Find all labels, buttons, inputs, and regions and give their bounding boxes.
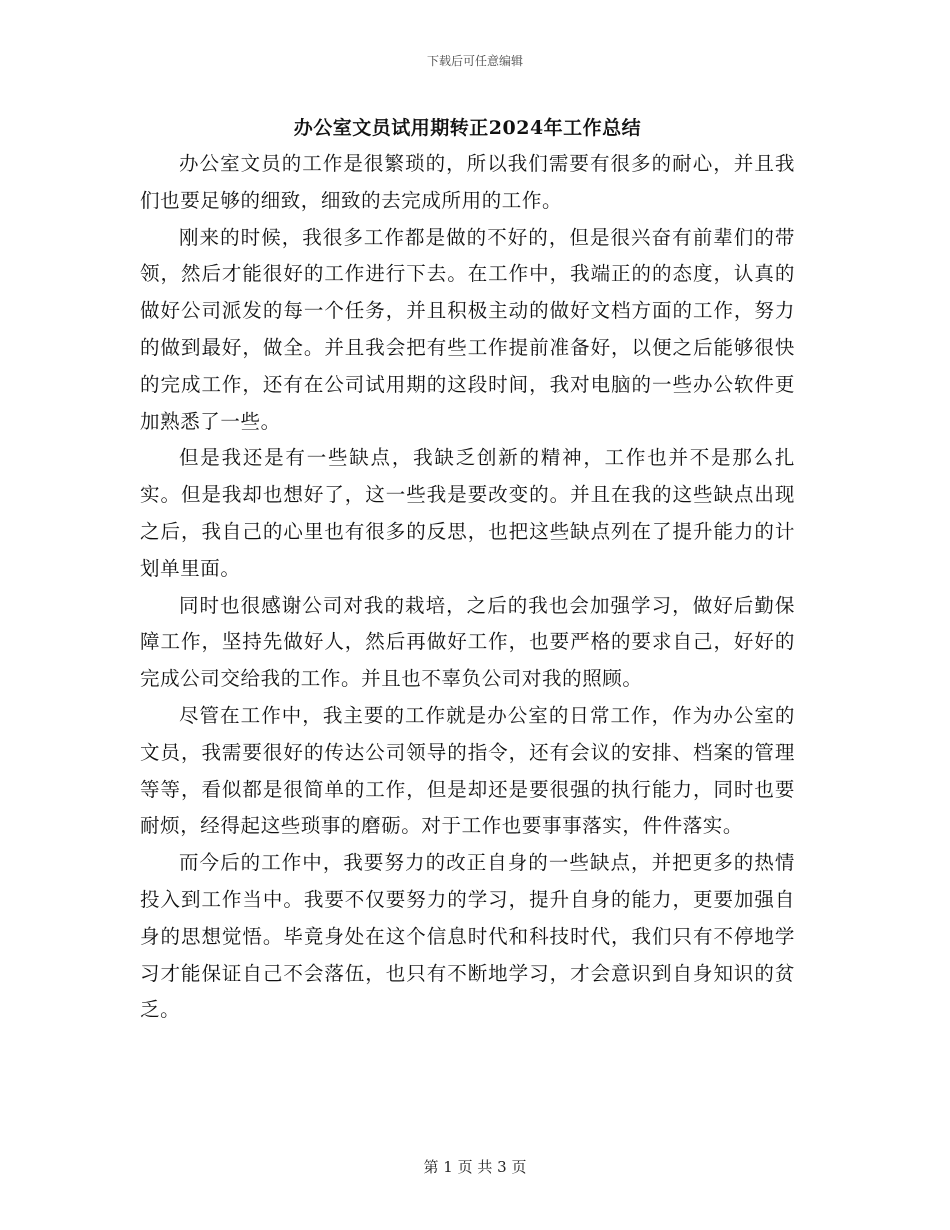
page-number: 第 1 页 共 3 页 bbox=[423, 1158, 527, 1176]
paragraph-5: 尽管在工作中，我主要的工作就是办公室的日常工作，作为办公室的文员，我需要很好的传达公司领导的指令，还有会议的安排、档案的管理等等，看似都是很简单的工作，但是却还是要很强的执行能力，同时也要耐烦，经得起这些琐事的磨砺。对于工作也要事事落实，件件落实。 bbox=[140, 703, 795, 838]
paragraph-3: 但是我还是有一些缺点，我缺乏创新的精神，工作也并不是那么扎实。但是我却也想好了，这一些我是要改变的。并且在我的这些缺点出现之后，我自己的心里也有很多的反思，也把这些缺点列在了提升能力的计划单里面。 bbox=[140, 446, 795, 580]
paragraph-2: 刚来的时候，我很多工作都是做的不好的，但是很兴奋有前辈们的带领，然后才能很好的工作进行下去。在工作中，我端正的的态度，认真的做好公司派发的每一个任务，并且积极主动的做好文档方面的工作，努力的做到最好，做全。并且我会把有些工作提前准备好，以便之后能够很快的完成工作，还有在公司试用期的这段时间，我对电脑的一些办公软件更加熟悉了一些。 bbox=[140, 225, 795, 433]
paragraph-4: 同时也很感谢公司对我的栽培，之后的我也会加强学习，做好后勤保障工作，坚持先做好人，然后再做好工作，也要严格的要求自己，好好的完成公司交给我的工作。并且也不辜负公司对我的照顾。 bbox=[140, 593, 795, 691]
paragraph-6: 而今后的工作中，我要努力的改正自身的一些缺点，并把更多的热情投入到工作当中。我要不仅要努力的学习，提升自身的能力，更要加强自身的思想觉悟。毕竟身处在这个信息时代和科技时代，我们只有不停地学习才能保证自己不会落伍，也只有不断地学习，才会意识到自身知识的贫乏。 bbox=[140, 851, 795, 1022]
page-header-note: 下载后可任意编辑 bbox=[426, 54, 523, 68]
document-body bbox=[140, 110, 795, 1029]
document-title: 办公室文员试用期转正2024年工作总结 bbox=[293, 117, 642, 139]
paragraph-1: 办公室文员的工作是很繁琐的，所以我们需要有很多的耐心，并且我们也要足够的细致，细致的去完成所用的工作。 bbox=[140, 152, 795, 212]
